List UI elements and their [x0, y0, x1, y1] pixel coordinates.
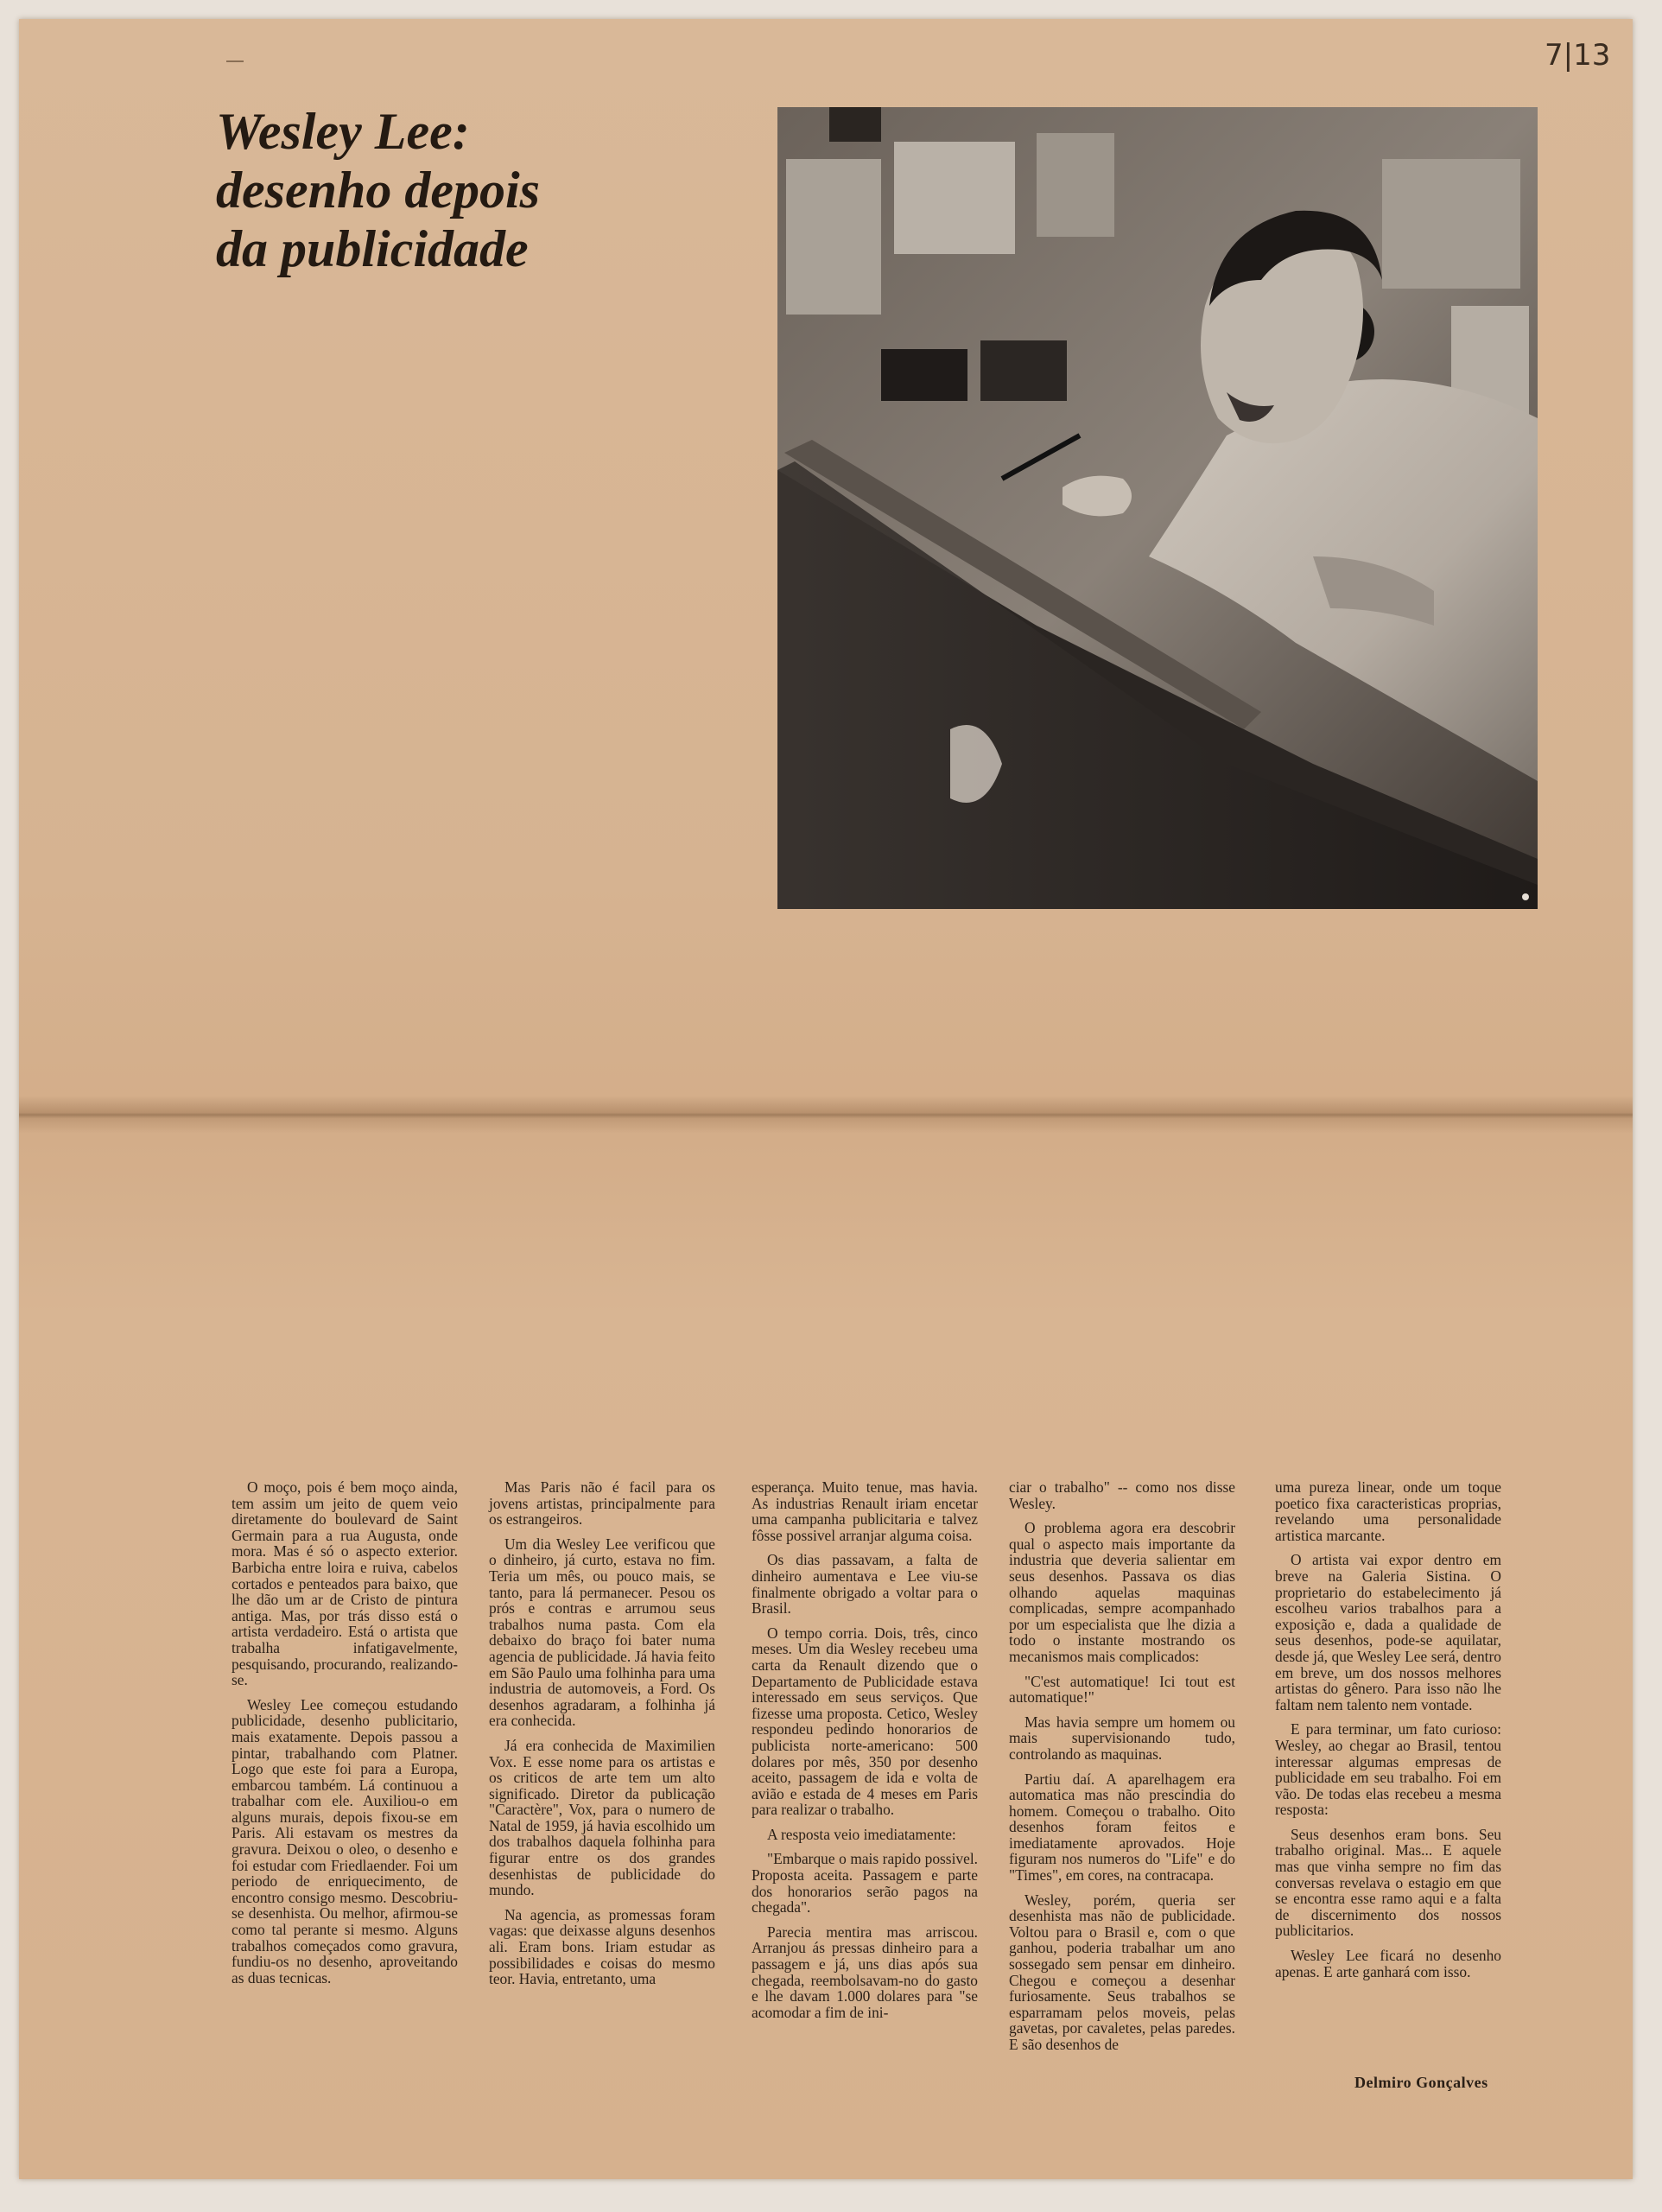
paragraph: "Embarque o mais rapido possivel. Proposta aceita. Passagem e parte dos honorarios serão pagos na chegada".	[752, 1850, 978, 1916]
author-byline: Delmiro Gonçalves	[1354, 2074, 1488, 2091]
paragraph: Já era conhecida de Maximilien Vox. E esse nome para os artistas e os criticos de arte tem um alto significado. Diretor da publicação "Caractère", Vox, para o numero de Natal de 1959, já havia escolhido um dos trabalhos daquela folhinha para figurar entre os dos grandes desenhistas de publicidade do mundo.	[489, 1736, 715, 1899]
headline-line-2: desenho depois	[216, 162, 540, 219]
paragraph: O tempo corria. Dois, três, cinco meses. Um dia Wesley recebeu uma carta da Renault dizendo que o Departamento de Publicidade estava interessado em seus serviços. Que fizesse uma proposta. Cetico, Wesley respondeu pedindo honorarios de publicista norte-americano: 500 dolares por mês, 350 por desenho aceito, passagem de ida e volta de avião e estada de 4 meses em Paris para realizar o trabalho.	[752, 1624, 978, 1819]
paragraph: Wesley Lee começou estudando publicidade, desenho publicitario, mais exatamente. Depois passou a pintar, trabalhando com Platner. Logo que este foi para a Europa, embarcou também. Lá continuou a trabalhar com ele. Auxiliou-o em alguns murais, depois fixou-se em Paris. Ali estavam os mestres da gravura. Deixou o oleo, o desenho e foi estudar com Friedlaender. Foi um periodo de enriquecimento, de encontro consigo mesmo. Descobriu-se desenhista. Ou melhor, afirmou-se como tal perante si mesmo. Alguns trabalhos começados como gravura, fundiu-os no desenho, aproveitando as duas tecnicas.	[232, 1695, 458, 1986]
paragraph: Mas havia sempre um homem ou mais supervisionando tudo, controlando as maquinas.	[1009, 1713, 1235, 1763]
handwritten-page-number: 7|13	[1545, 38, 1611, 73]
paragraph: Wesley, porém, queria ser desenhista mas não de publicidade. Voltou para o Brasil e, com o que ganhou, poderia trabalhar um ano sossegado sem pensar em dinheiro. Chegou e começou a desenhar furiosamente. Seus trabalhos se esparramam pelos moveis, pelas gavetas, por cavaletes, pelas paredes. E são desenhos de	[1009, 1891, 1235, 2053]
article-column-3	[752, 1479, 978, 2029]
paragraph: O artista vai expor dentro em breve na Galeria Sistina. O proprietario do estabelecimento já escolheu varios trabalhos para a exposição e, dada a qualidade de seus desenhos, pode-se aquilatar, desde já, que Wesley Lee será, dentro em breve, um dos nossos melhores artistas do gênero. Para isso não lhe faltam nem talento nem vontade.	[1275, 1551, 1501, 1713]
paragraph: O problema agora era descobrir qual o aspecto mais importante da industria que deveria salientar em seus desenhos. Passava os dias olhando aquelas maquinas complicadas, sempre acompanhado por um especialista que lhe dizia a todo o instante mostrando os mecanismos mais complicados:	[1009, 1519, 1235, 1665]
article-column-5	[1275, 1479, 1501, 1988]
paragraph: Seus desenhos eram bons. Seu trabalho original. Mas... E aquele mas que vinha sempre no fim das conversas revelava o estagio em que se encontra esse ramo aqui e a falta de discernimento dos nossos publicitarios.	[1275, 1825, 1501, 1940]
paragraph: "C'est automatique! Ici tout est automatique!"	[1009, 1672, 1235, 1707]
artist-drawing-photo	[777, 107, 1538, 909]
article-column-2	[489, 1479, 715, 1996]
photo-illustration	[777, 107, 1538, 909]
headline-line-3: da publicidade	[216, 220, 529, 277]
headline-line-1: Wesley Lee:	[216, 103, 470, 160]
paragraph: Parecia mentira mas arriscou. Arranjou ás pressas dinheiro para a passagem e já, uns dias após sua chegada, reembolsavam-no do gasto e lhe davam 1.000 dolares para "se acomodar a fim de ini-	[752, 1923, 978, 2021]
paragraph: Um dia Wesley Lee verificou que o dinheiro, já curto, estava no fim. Teria um mês, ou pouco mais, se tanto, para lá permanecer. Pesou os prós e contras e arrumou seus trabalhos numa pasta. Com ela debaixo do braço foi bater numa agencia de publicidade. Já havia feito em São Paulo uma folhinha para uma industria de automoveis, a Ford. Os desenhos agradaram, a folhinha já era conhecida.	[489, 1535, 715, 1730]
article-headline	[216, 102, 700, 278]
paragraph: ciar o trabalho" -- como nos disse Wesley.	[1009, 1478, 1235, 1512]
paragraph: Os dias passavam, a falta de dinheiro aumentava e Lee viu-se finalmente obrigado a voltar para o Brasil.	[752, 1551, 978, 1618]
paragraph: Mas Paris não é facil para os jovens artistas, principalmente para os estrangeiros.	[489, 1478, 715, 1529]
paragraph: Na agencia, as promessas foram vagas: que deixasse alguns desenhos ali. Eram bons. Iriam estudar as possibilidades e coisas do mesmo teor. Havia, entretanto, uma	[489, 1905, 715, 1988]
paragraph: Wesley Lee ficará no desenho apenas. E arte ganhará com isso.	[1275, 1947, 1501, 1980]
page-fold-crease	[19, 1096, 1633, 1134]
paragraph: A resposta veio imediatamente:	[767, 1825, 956, 1843]
article-column-4	[1009, 1479, 1235, 2062]
paragraph: esperança. Muito tenue, mas havia. As industrias Renault iriam encetar uma campanha publicitaria e talvez fôsse possivel arranjar alguma coisa.	[752, 1478, 978, 1544]
article-column-1	[232, 1479, 458, 1994]
paragraph: O moço, pois é bem moço ainda, tem assim um jeito de quem veio diretamente do boulevard de Saint Germain para a rua Augusta, onde mora. Mas é só o aspecto exterior. Barbicha entre loira e ruiva, cabelos cortados e penteados para baixo, que lhe dão um ar de Cristo de pintura antiga. Mas, por trás disso está o artista verdadeiro. Está o artista que trabalha infatigavelmente, pesquisando, procurando, realizando-se.	[232, 1478, 458, 1689]
paragraph: E para terminar, um fato curioso: Wesley, ao chegar ao Brasil, tentou interessar algumas empresas de publicidade em seu trabalho. Foi em vão. De todas elas recebeu a mesma resposta:	[1275, 1720, 1501, 1819]
paragraph: Partiu daí. A aparelhagem era automatica mas não prescindia do homem. Começou o trabalho. Oito desenhos foram feitos e imediatamente aprovados. Hoje figuram nos numeros do "Life" e do "Times", em cores, na contracapa.	[1009, 1770, 1235, 1885]
paragraph: uma pureza linear, onde um toque poetico fixa caracteristicas proprias, revelando uma personalidade artistica marcante.	[1275, 1478, 1501, 1544]
print-mark	[226, 60, 244, 62]
